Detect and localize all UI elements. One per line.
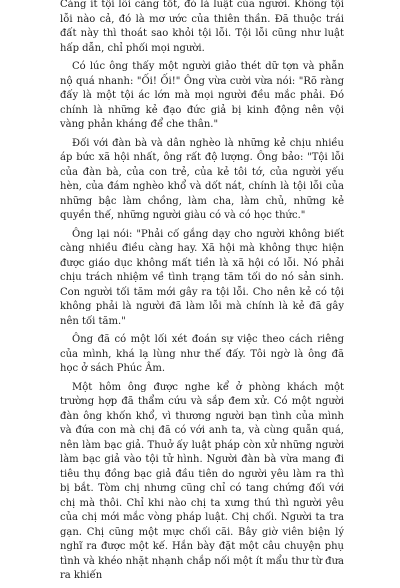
paragraph: Đối với đàn bà và dân nghèo là những kẻ chịu nhiều áp bức xã hội nhất, ông rất độ lượng. Ông bảo: "Tội lỗi của đàn bà, của con trẻ, của kẻ tôi tớ, của người yếu hèn, của đám nghèo khổ và dốt nát, chính là tội lỗi của những bậc làm chồng, làm cha, làm chủ, những kẻ quyền thế, những người giàu có và có học thức.": [60, 137, 344, 221]
paragraph: Một hôm ông được nghe kể ở phòng khách một trường hợp đã thẩm cứu và sắp đem xử. Có một người đàn ông khốn khổ, vì thương người bạn tình của mình và đứa con mà chị đã có với anh ta, và cùng quẫn quá, nên làm bạc giả. Thuở ấy luật pháp còn xử những người làm bạc giả vào tội tử hình. Người đàn bà vừa mang đi tiêu thụ đồng bạc giả đầu tiên do người yêu làm ra thì bị bắt. Tòm chị nhưng cũng chỉ có tang chứng đối với chị mà thôi. Chỉ khi nào chị ta xưng thú thì người yêu của chị mới mắc vòng pháp luật. Chị chối. Người ta tra gạn. Chị cũng một mực chối cãi. Bây giờ viên biện lý nghĩ ra được một kế. Hắn bày đặt một câu chuyện phụ tình và khéo nhặt nhạnh chắp nối một ít mẩu thư từ đưa ra khiến: [60, 381, 344, 581]
paragraph: Càng ít tội lỗi càng tốt, đó là luật của người. Không tội lỗi nào cả, đó là mơ ước của thiên thần. Đã thuộc trái đất này thì thoát sao khỏi tội lỗi. Tội lỗi cũng như luật hấp dẫn, chỉ phối mọi người.: [60, 0, 344, 54]
paragraph: Ông lại nói: "Phải cố gắng dạy cho người không biết càng nhiều điều càng hay. Xã hội mà không thực hiện được giáo dục không mất tiền là xã hội có lỗi. Nó phải chịu trách nhiệm về tình trạng tăm tối do nó sản sinh. Con người tối tăm mới gây ra tội lỗi. Cho nên kẻ có tội không phải là người đã làm lỗi mà chính là kẻ đã gây nên tối tăm.": [60, 228, 344, 327]
text-body: [60, 0, 344, 588]
paragraph: Ông đã có một lối xét đoán sự việc theo cách riêng của mình, khá lạ lùng như thế đấy. Tôi ngờ là ông đã học ở sách Phúc Âm.: [60, 334, 344, 374]
paragraph: Có lúc ông thấy một người giảo thét dữ tợn và phẫn nộ quá nhanh: "Ối! Ối!" Ông vừa cười vừa nói: "Rõ ràng đấy là một tội ác lớn mà mọi người đều mắc phải. Đó chính là những kẻ đạo đức giả bị kinh động nên vội vàng phản kháng để che thân.": [60, 61, 344, 130]
